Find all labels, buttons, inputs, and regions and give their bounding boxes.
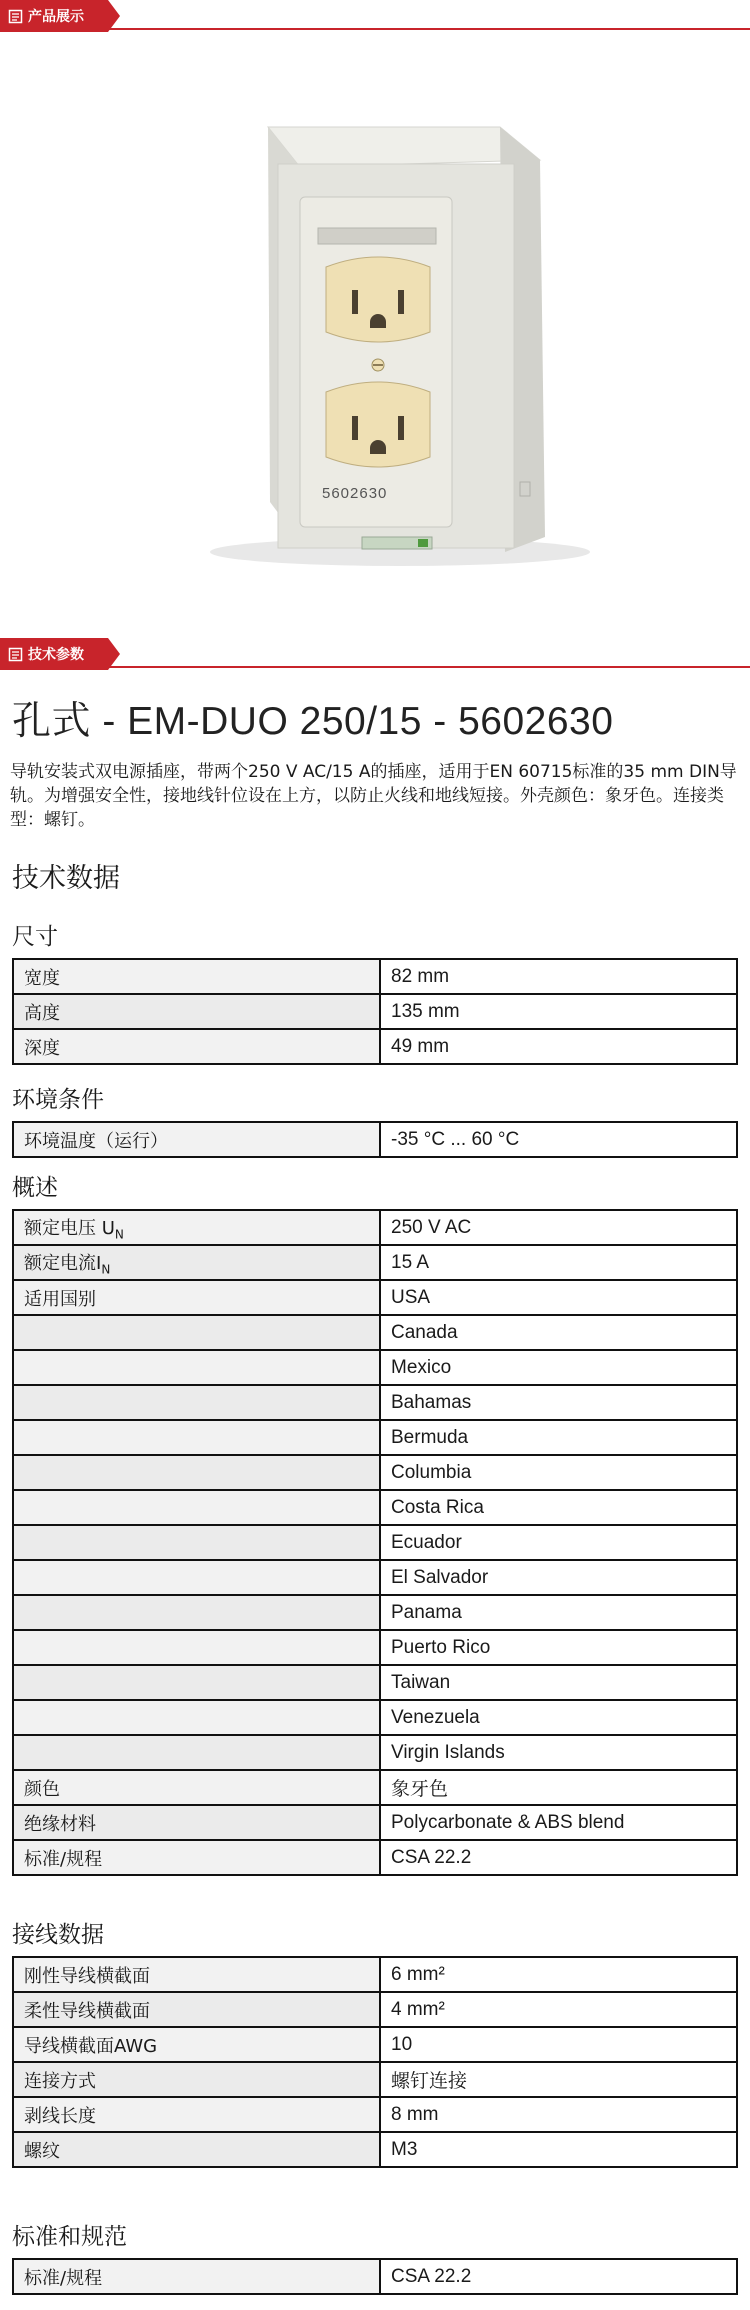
table-row	[13, 1315, 737, 1350]
spec-value: 6 mm²	[380, 1957, 737, 1992]
table-row	[13, 1957, 737, 1992]
table-row	[13, 1420, 737, 1455]
rated-current-key: 额定电流I	[24, 1252, 102, 1274]
divider	[108, 28, 750, 30]
spec-value: Polycarbonate & ABS blend	[380, 1805, 737, 1840]
subscript: N	[114, 1227, 124, 1242]
spec-key	[13, 1420, 380, 1455]
document-icon	[8, 9, 23, 24]
spec-key	[13, 1350, 380, 1385]
product-display-label-box	[0, 0, 108, 32]
table-row	[13, 1992, 737, 2027]
spec-key	[13, 1385, 380, 1420]
spec-value: 4 mm²	[380, 1992, 737, 2027]
spec-key: 绝缘材料	[13, 1805, 380, 1840]
spec-key	[13, 1315, 380, 1350]
table-row	[13, 2259, 737, 2294]
spec-key	[13, 1735, 380, 1770]
spec-key	[13, 1210, 380, 1245]
spec-value: 10	[380, 2027, 737, 2062]
product-number-label: 5602630	[322, 485, 388, 502]
dimensions-heading: 尺寸	[12, 924, 58, 950]
spec-key: 标准/规程	[13, 2259, 380, 2294]
spec-key	[13, 1525, 380, 1560]
spec-key: 导线横截面AWG	[13, 2027, 380, 2062]
product-display-tag	[0, 0, 750, 32]
table-row	[13, 1805, 737, 1840]
spec-key: 高度	[13, 994, 380, 1029]
spec-key	[13, 1455, 380, 1490]
country-value: Bahamas	[380, 1385, 737, 1420]
spec-value: 135 mm	[380, 994, 737, 1029]
table-row	[13, 1525, 737, 1560]
connection-heading: 接线数据	[12, 1922, 104, 1948]
table-row	[13, 959, 737, 994]
spec-key: 刚性导线横截面	[13, 1957, 380, 1992]
country-value: USA	[380, 1280, 737, 1315]
table-row	[13, 1770, 737, 1805]
document-icon	[8, 647, 23, 662]
country-value: Mexico	[380, 1350, 737, 1385]
table-row	[13, 1630, 737, 1665]
divider	[108, 666, 750, 668]
connection-table	[12, 1956, 738, 2168]
spec-value: CSA 22.2	[380, 2259, 737, 2294]
spec-key: 螺纹	[13, 2132, 380, 2167]
standards-heading: 标准和规范	[12, 2224, 127, 2250]
spec-value: 49 mm	[380, 1029, 737, 1064]
dimensions-table	[12, 958, 738, 1065]
spec-key	[13, 1490, 380, 1525]
spec-value: 15 A	[380, 1245, 737, 1280]
table-row	[13, 1122, 737, 1157]
table-row	[13, 994, 737, 1029]
product-description: 导轨安装式双电源插座，带两个250 V AC/15 A的插座，适用于EN 60715标准的35 mm DIN导轨。为增强安全性，接地线针位设在上方，以防止火线和地线短接。外壳颜色：象牙色。连接类型：螺钉。	[10, 762, 737, 830]
spec-value: 螺钉连接	[380, 2062, 737, 2097]
table-row	[13, 1280, 737, 1315]
spec-key	[13, 1595, 380, 1630]
table-row	[13, 1029, 737, 1064]
spec-value: 象牙色	[380, 1770, 737, 1805]
table-row	[13, 2062, 737, 2097]
table-row	[13, 1210, 737, 1245]
table-row	[13, 2132, 737, 2167]
rated-voltage-key: 额定电压 U	[24, 1217, 115, 1239]
table-row	[13, 2097, 737, 2132]
product-title: 孔式 - EM-DUO 250/15 - 5602630	[12, 700, 614, 743]
table-row	[13, 2027, 737, 2062]
table-row	[13, 1490, 737, 1525]
country-value: Panama	[380, 1595, 737, 1630]
spec-key: 颜色	[13, 1770, 380, 1805]
tech-params-label-box	[0, 638, 108, 670]
subscript: N	[101, 1262, 111, 1277]
country-value: Canada	[380, 1315, 737, 1350]
table-row	[13, 1350, 737, 1385]
country-value: Bermuda	[380, 1420, 737, 1455]
spec-key: 连接方式	[13, 2062, 380, 2097]
spec-key	[13, 1560, 380, 1595]
spec-key: 适用国别	[13, 1280, 380, 1315]
spec-value: M3	[380, 2132, 737, 2167]
spec-value: 8 mm	[380, 2097, 737, 2132]
table-row	[13, 1385, 737, 1420]
spec-key: 剥线长度	[13, 2097, 380, 2132]
tech-params-tag	[0, 638, 750, 670]
country-value: Columbia	[380, 1455, 737, 1490]
country-value: Puerto Rico	[380, 1630, 737, 1665]
product-image	[0, 32, 750, 638]
spec-key	[13, 1630, 380, 1665]
spec-key: 环境温度（运行）	[13, 1122, 380, 1157]
country-value: Virgin Islands	[380, 1735, 737, 1770]
country-value: Taiwan	[380, 1665, 737, 1700]
country-value: Costa Rica	[380, 1490, 737, 1525]
spec-value: -35 °C ... 60 °C	[380, 1122, 737, 1157]
spec-key: 深度	[13, 1029, 380, 1064]
table-row	[13, 1560, 737, 1595]
country-value: Venezuela	[380, 1700, 737, 1735]
table-row	[13, 1665, 737, 1700]
environment-table	[12, 1121, 738, 1158]
product-display-label: 产品展示	[28, 9, 84, 25]
table-row	[13, 1595, 737, 1630]
table-row	[13, 1455, 737, 1490]
spec-value: CSA 22.2	[380, 1840, 737, 1875]
tech-data-heading: 技术数据	[12, 863, 120, 894]
spec-key	[13, 1245, 380, 1280]
general-table	[12, 1209, 738, 1876]
spec-key: 宽度	[13, 959, 380, 994]
table-row	[13, 1840, 737, 1875]
spec-key	[13, 1665, 380, 1700]
spec-value: 250 V AC	[380, 1210, 737, 1245]
general-heading: 概述	[12, 1175, 58, 1201]
spec-key: 柔性导线横截面	[13, 1992, 380, 2027]
table-row	[13, 1245, 737, 1280]
spec-value: 82 mm	[380, 959, 737, 994]
standards-table	[12, 2258, 738, 2295]
country-value: El Salvador	[380, 1560, 737, 1595]
table-row	[13, 1700, 737, 1735]
spec-key: 标准/规程	[13, 1840, 380, 1875]
tech-params-label: 技术参数	[28, 647, 84, 663]
table-row	[13, 1735, 737, 1770]
country-value: Ecuador	[380, 1525, 737, 1560]
spec-key	[13, 1700, 380, 1735]
environment-heading: 环境条件	[12, 1087, 104, 1113]
